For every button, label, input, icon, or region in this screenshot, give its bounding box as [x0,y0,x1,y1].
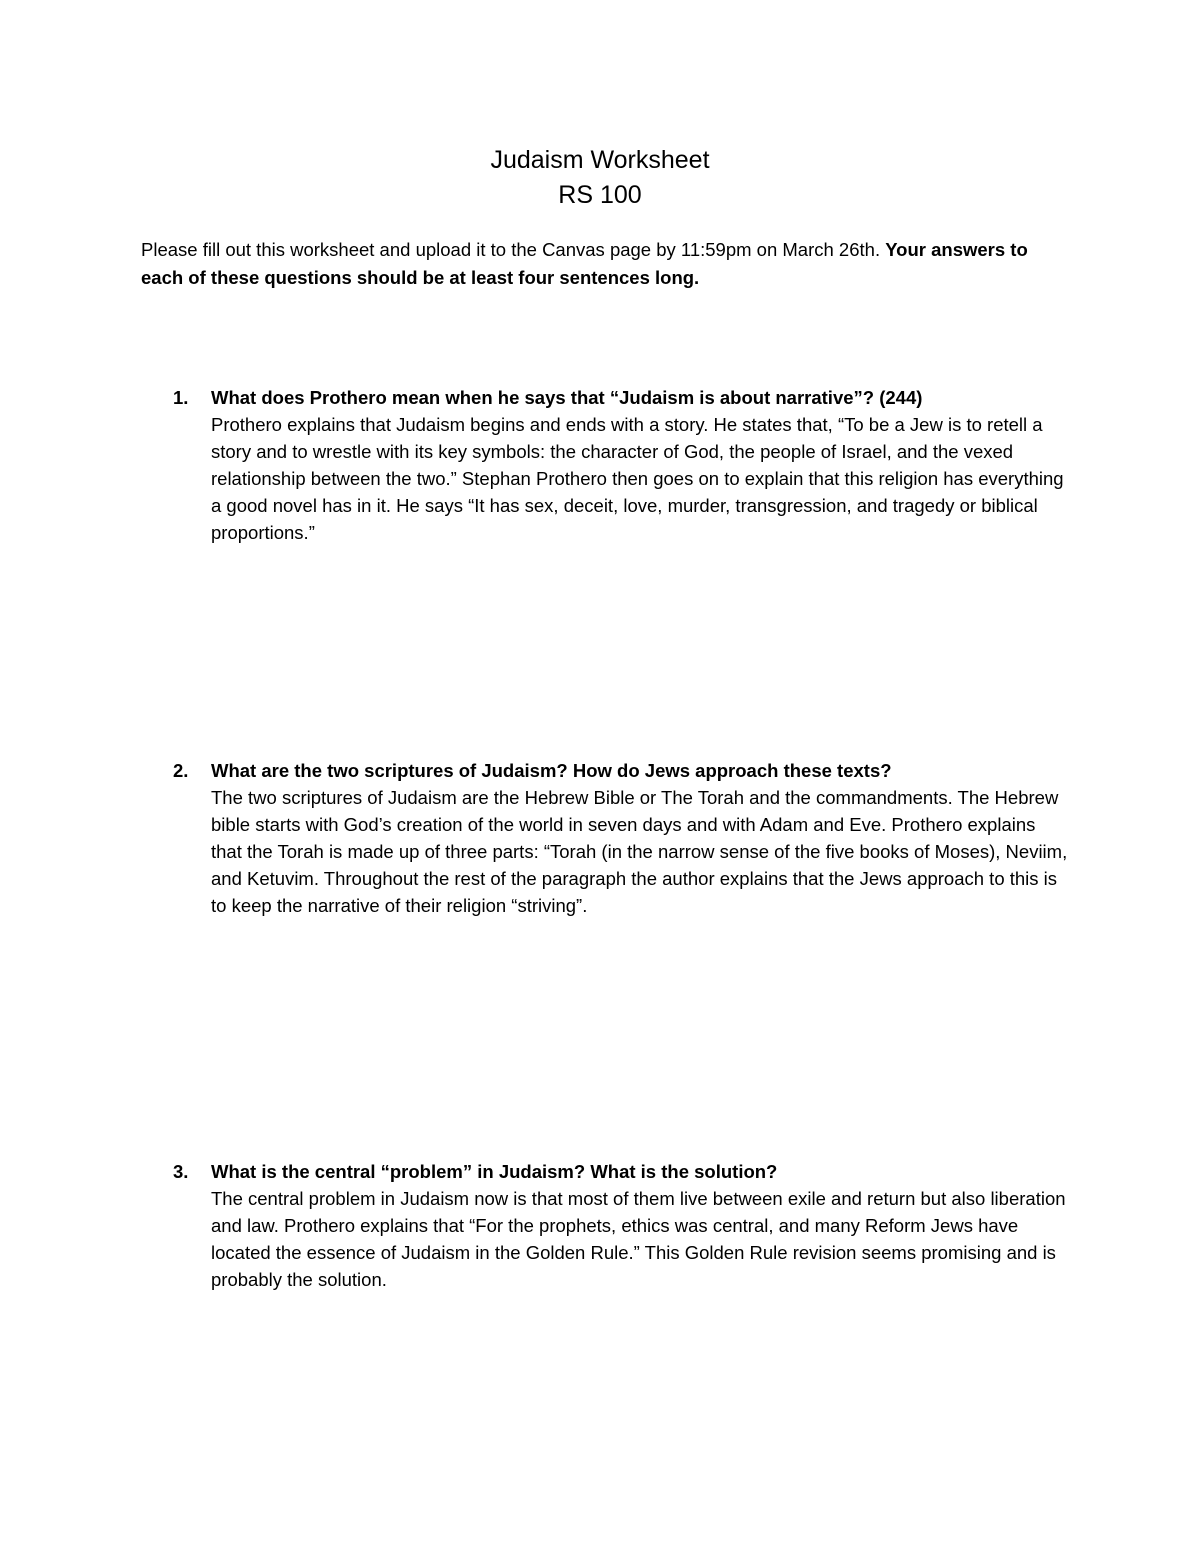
question-text: What are the two scriptures of Judaism? How do Jews approach these texts? [211,760,892,781]
question-item-2 [141,757,1071,919]
answer-text: The central problem in Judaism now is that most of them live between exile and return but also liberation and law. Prothero explains that “For the prophets, ethics was central, and many Reform Jews have located the essence of Judaism in the Golden Rule.” This Golden Rule revision seems promising and is probably the solution. [211,1188,1066,1290]
question-text: What is the central “problem” in Judaism? What is the solution? [211,1161,778,1182]
question-item-3 [141,1158,1071,1293]
question-text: What does Prothero mean when he says that “Judaism is about narrative”? (244) [211,387,923,408]
course-code: RS 100 [558,181,642,209]
question-number: 3. [173,1161,189,1182]
question-item-1 [141,384,1071,546]
instructions-paragraph [141,236,1041,291]
document-title: Judaism Worksheet [490,146,710,174]
instructions-text: Please fill out this worksheet and upload it to the Canvas page by 11:59pm on March 26th. [141,239,886,260]
question-number: 1. [173,387,189,408]
answer-text: Prothero explains that Judaism begins and ends with a story. He states that, “To be a Jew is to retell a story and to wrestle with its key symbols: the character of God, the people of Israel, and the vexed relationship between the two.” Stephan Prothero then goes on to explain that this religion has everything a good novel has in it. He says “It has sex, deceit, love, murder, transgression, and tragedy or biblical proportions.” [211,414,1064,543]
instructions-requirement: Your answers to each of these questions should be at least four sentences long. [141,239,1028,288]
question-number: 2. [173,760,189,781]
answer-text: The two scriptures of Judaism are the Hebrew Bible or The Torah and the commandments. The Hebrew bible starts with God’s creation of the world in seven days and with Adam and Eve. Prothero explains that the Torah is made up of three parts: “Torah (in the narrow sense of the five books of Moses), Neviim, and Ketuvim. Throughout the rest of the paragraph the author explains that the Jews approach to this is to keep the narrative of their religion “striving”. [211,787,1068,916]
